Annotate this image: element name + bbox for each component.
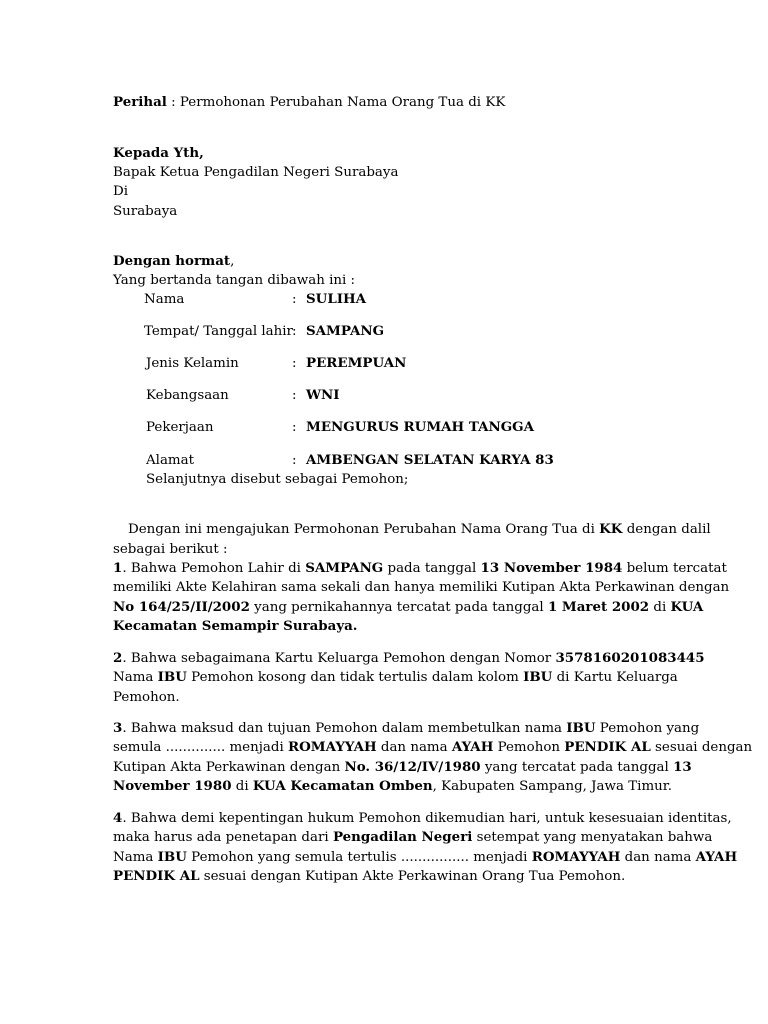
point-bold: No. 36/12/IV/1980 [344,759,481,775]
identity-label: Alamat [146,453,194,468]
point-bold: 3578160201083445 [555,650,705,666]
point-text: Pemohon kosong dan tidak tertulis dalam kolom [186,670,524,685]
point-2-line-1 [113,649,705,669]
point-4-line-2 [113,828,712,848]
identity-label: Jenis Kelamin [146,356,239,371]
greeting-comma: , [230,254,235,269]
recipient-salutation [113,144,204,164]
point-text: pada tanggal [383,561,481,576]
point-text: . Bahwa sebagaimana Kartu Keluarga Pemohon dengan Nomor [122,651,556,666]
identity-value: WNI [306,387,340,403]
point-bold: Kecamatan Semampir Surabaya. [113,618,358,634]
point-2-line-2 [113,668,678,688]
recipient-salutation-text: Kepada Yth, [113,145,204,161]
point-1-line-2: memiliki Akte Kelahiran sama sekali dan hanya memiliki Kutipan Akta Perkawinan dengan [113,580,730,595]
point-text: sesuai dengan Kutipan Akte Perkawinan Orang Tua Pemohon. [199,869,626,884]
point-bold: IBU [566,720,596,736]
point-bold: KUA Kecamatan Omben [252,778,433,794]
identity-colon: : [292,388,297,403]
point-text: maka harus ada penetapan dari [113,830,333,845]
point-text: dan nama [620,850,696,865]
body-intro-line-1 [128,520,711,540]
point-number: 3 [113,720,123,736]
point-bold: 13 [673,759,692,775]
identity-label: Pekerjaan [146,420,214,435]
point-text: . Bahwa Pemohon Lahir di [122,561,306,576]
identity-closing: Selanjutnya disebut sebagai Pemohon; [146,472,409,487]
point-3-line-2 [113,738,752,758]
identity-colon: : [292,420,297,435]
point-text: . Bahwa maksud dan tujuan Pemohon dalam membetulkan nama [122,721,567,736]
point-text: yang pernikahannya tercatat pada tanggal [249,600,548,615]
recipient-line-2: Di [113,184,129,199]
recipient-line-3: Surabaya [113,204,178,219]
point-4-line-4 [113,867,625,887]
point-text: di [649,600,671,615]
point-bold: Pengadilan Negeri [332,829,473,845]
point-bold: 13 November 1984 [480,560,623,576]
point-4-line-1 [113,809,732,829]
identity-value: AMBENGAN SELATAN KARYA 83 [306,452,554,468]
point-text: di [231,779,253,794]
body-intro-line-2: sebagai berikut : [113,542,228,557]
body-intro-text: Dengan ini mengajukan Permohonan Perubahan Nama Orang Tua di [128,522,600,537]
point-2-line-3: Pemohon. [113,690,180,705]
point-text: Kutipan Akta Perkawinan dengan [113,760,345,775]
identity-label: Tempat/ Tanggal lahir [144,324,293,339]
recipient-line-1: Bapak Ketua Pengadilan Negeri Surabaya [113,165,399,180]
body-intro-text: dengan dalil [622,522,711,537]
identity-value: SULIHA [306,291,367,307]
point-3-line-1 [113,719,699,739]
identity-colon: : [292,292,297,307]
point-bold: ROMAYYAH [287,739,377,755]
identity-colon: : [292,453,297,468]
greeting-text: Dengan hormat [113,253,231,269]
point-text: sesuai dengan [650,740,753,755]
point-4-line-3 [113,848,737,868]
point-bold: PENDIK AL [113,868,200,884]
point-bold: ROMAYYAH [531,849,621,865]
point-text: Pemohon yang semula tertulis ................ menjadi [186,850,532,865]
point-1-line-3 [113,598,703,618]
point-text: Nama [113,850,158,865]
point-bold: IBU [157,669,187,685]
subject-text: : Permohonan Perubahan Nama Orang Tua di KK [166,95,506,110]
point-text: Pemohon yang [595,721,700,736]
point-bold: AYAH [451,739,494,755]
point-bold: IBU [523,669,553,685]
identity-label: Kebangsaan [146,388,229,403]
point-bold: No 164/25/II/2002 [113,599,250,615]
point-bold: KUA [670,599,704,615]
greeting [113,252,234,272]
identity-colon: : [292,324,297,339]
point-bold: SAMPANG [305,560,384,576]
identity-value: SAMPANG [306,323,385,339]
point-3-line-4 [113,777,672,797]
identity-value: MENGURUS RUMAH TANGGA [306,419,534,435]
identity-label: Nama [144,292,185,307]
point-text: . Bahwa demi kepentingan hukum Pemohon dikemudian hari, untuk kesesuaian identitas, [122,811,732,826]
point-bold: AYAH [695,849,738,865]
point-number: 2 [113,650,123,666]
point-bold: PENDIK AL [564,739,651,755]
point-text: di Kartu Keluarga [552,670,678,685]
point-text: , Kabupaten Sampang, Jawa Timur. [432,779,672,794]
identity-value: PEREMPUAN [306,355,407,371]
point-text: yang tercatat pada tanggal [480,760,674,775]
point-text: Nama [113,670,158,685]
intro-line: Yang bertanda tangan dibawah ini : [113,273,356,288]
point-bold: IBU [157,849,187,865]
point-1-line-4 [113,617,357,637]
point-number: 1 [113,560,123,576]
identity-colon: : [292,356,297,371]
point-text: dan nama [376,740,452,755]
point-1-line-1 [113,559,727,579]
point-text: Pemohon [493,740,565,755]
subject-label: Perihal [113,94,167,110]
body-intro-bold: KK [599,521,623,537]
point-bold: November 1980 [113,778,232,794]
point-bold: 1 Maret 2002 [547,599,650,615]
subject-line [113,93,505,113]
point-text: semula .............. menjadi [113,740,288,755]
point-3-line-3 [113,758,692,778]
point-number: 4 [113,810,123,826]
point-text: belum tercatat [622,561,727,576]
point-text: setempat yang menyatakan bahwa [472,830,713,845]
